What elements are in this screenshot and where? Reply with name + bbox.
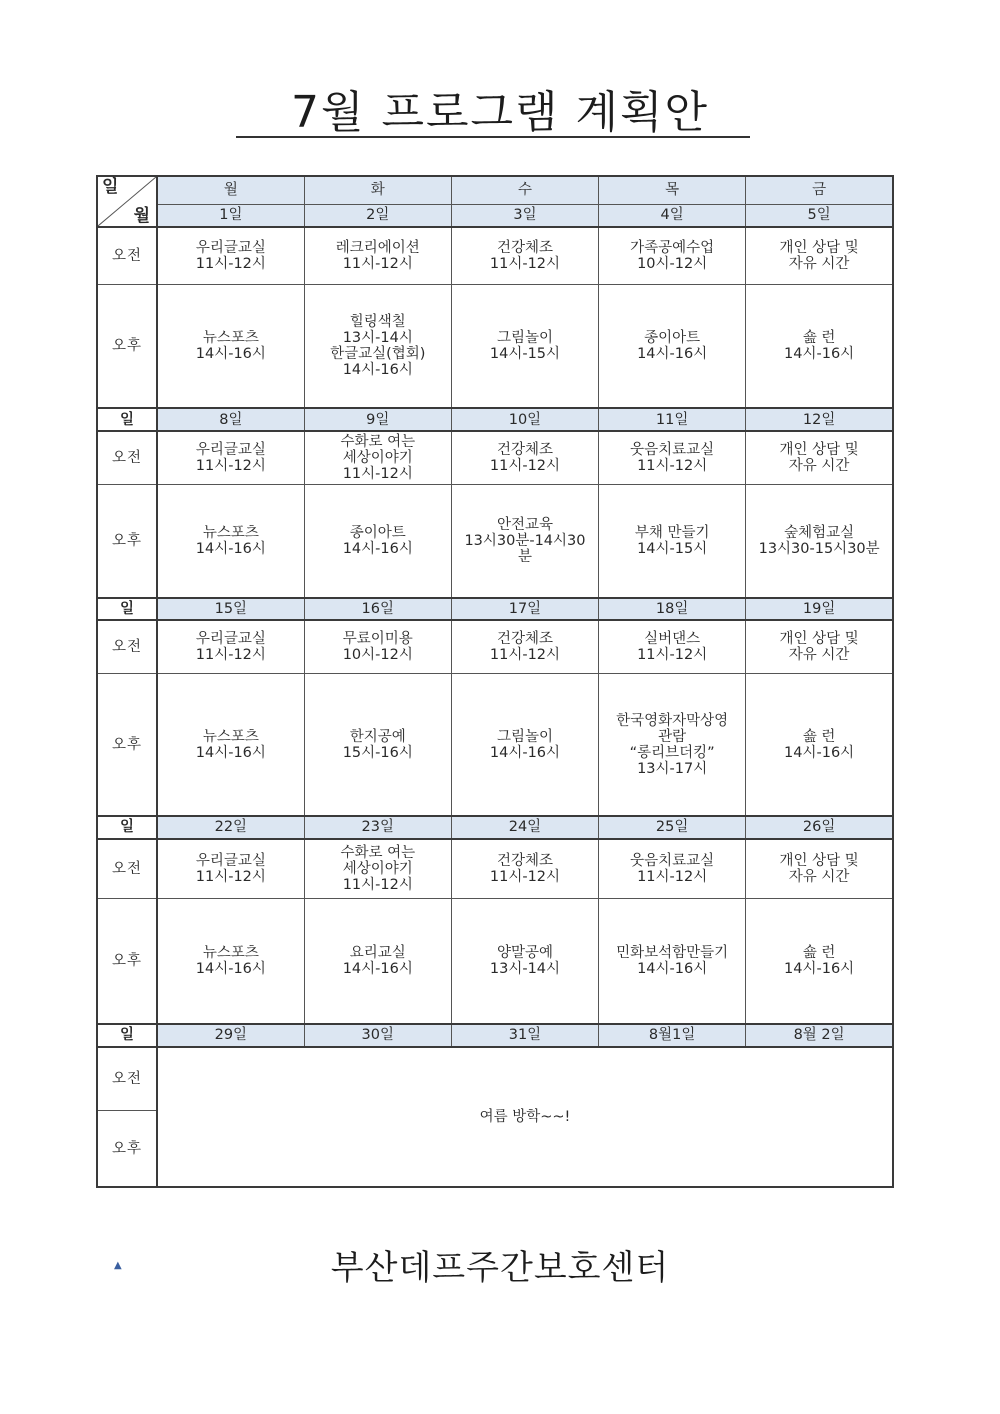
activity-text: 14시-16시 <box>342 540 413 557</box>
schedule-table <box>96 175 894 1188</box>
activity-text: 숊 런 <box>802 728 836 745</box>
activity-text: 14시-16시 <box>195 961 266 978</box>
activity-text: 가족공예수업 <box>630 240 715 257</box>
date-cell: 22일 <box>157 816 304 839</box>
activity-text: 그림놀이 <box>496 728 553 745</box>
activity-cell <box>599 674 746 816</box>
activity-cell <box>451 674 598 816</box>
am-label: 오전 <box>97 431 157 485</box>
activity-text: 11시-12시 <box>489 647 561 664</box>
pm-label: 오후 <box>97 899 157 1025</box>
activity-text: 14시-16시 <box>784 961 855 978</box>
activity-cell <box>746 839 893 899</box>
activity-text: 개인 상담 및 <box>779 852 859 869</box>
activity-text: 11시-12시 <box>489 457 561 474</box>
activity-text: 관람 <box>658 728 687 745</box>
date-cell: 1일 <box>157 204 304 227</box>
date-cell: 3일 <box>451 204 598 227</box>
activity-cell <box>599 285 746 409</box>
activity-cell <box>157 227 304 285</box>
activity-text: 숊 런 <box>802 945 836 962</box>
activity-cell <box>599 484 746 597</box>
activity-text: 한국영화자막상영 <box>616 712 729 729</box>
activity-text: 14시-16시 <box>784 346 855 363</box>
activity-text: 뉴스포츠 <box>202 728 259 745</box>
activity-text: 종이아트 <box>644 330 701 347</box>
activity-cell <box>304 899 451 1025</box>
activity-text: 뉴스포츠 <box>202 524 259 541</box>
date-cell: 16일 <box>304 598 451 621</box>
caret-mark: ▲ <box>114 1260 122 1271</box>
activity-text: 그림놀이 <box>496 330 553 347</box>
date-cell: 8월1일 <box>599 1024 746 1047</box>
activity-text: 한지공예 <box>349 728 406 745</box>
activity-text: 레크리에이션 <box>335 240 420 257</box>
activity-text: 14시-16시 <box>784 744 855 761</box>
activity-text: 우리글교실 <box>195 441 266 458</box>
week-label: 일 <box>97 598 157 621</box>
activity-cell <box>157 285 304 409</box>
footer-org-name: 부산데프주간보호센터 <box>330 1248 670 1288</box>
activity-text: 14시-15시 <box>489 346 561 363</box>
activity-text: 개인 상담 및 <box>779 441 859 458</box>
activity-text: 11시-12시 <box>637 868 708 885</box>
activity-text: 14시-16시 <box>195 744 266 761</box>
activity-cell <box>451 484 598 597</box>
activity-text: 부채 만들기 <box>634 524 710 541</box>
date-cell: 9일 <box>304 408 451 431</box>
activity-text: 14시-16시 <box>195 540 266 557</box>
activity-text: 14시-16시 <box>342 961 413 978</box>
activity-cell <box>746 674 893 816</box>
activity-text: 11시-12시 <box>489 256 561 273</box>
activity-text: 뉴스포츠 <box>202 945 259 962</box>
activity-cell <box>599 839 746 899</box>
date-cell: 29일 <box>157 1024 304 1047</box>
week-label: 일 <box>97 408 157 431</box>
activity-text: 14시-16시 <box>637 346 708 363</box>
activity-text: 한글교실(협회) <box>330 346 426 363</box>
date-cell: 8월 2일 <box>746 1024 893 1047</box>
activity-text: 힐링색칠 <box>349 314 406 331</box>
activity-cell <box>451 620 598 674</box>
activity-text: 13시-14시 <box>489 961 561 978</box>
activity-cell <box>304 285 451 409</box>
activity-text: 14시-16시 <box>195 346 266 363</box>
activity-text: 세상이야기 <box>342 449 413 466</box>
page-title: 7월 프로그램 계획안 <box>291 87 709 138</box>
date-cell: 8일 <box>157 408 304 431</box>
activity-cell <box>746 285 893 409</box>
activity-cell <box>157 431 304 485</box>
date-cell: 23일 <box>304 816 451 839</box>
date-cell: 10일 <box>451 408 598 431</box>
activity-cell <box>599 431 746 485</box>
activity-cell <box>746 227 893 285</box>
activity-text: 13시30분-14시30 <box>464 532 586 549</box>
date-cell: 19일 <box>746 598 893 621</box>
activity-cell <box>451 285 598 409</box>
activity-text: 안전교육 <box>496 516 553 533</box>
activity-text: 11시-12시 <box>342 256 413 273</box>
am-label: 오전 <box>97 620 157 674</box>
pm-label: 오후 <box>97 1111 157 1187</box>
activity-text: 14시-16시 <box>342 362 413 379</box>
date-cell: 2일 <box>304 204 451 227</box>
activity-text: 13시30-15시30분 <box>758 540 880 557</box>
activity-cell <box>746 484 893 597</box>
activity-text: 10시-12시 <box>342 647 413 664</box>
activity-text: 숊 런 <box>802 330 836 347</box>
activity-cell <box>304 839 451 899</box>
day-header-tue: 화 <box>304 176 451 204</box>
date-cell: 26일 <box>746 816 893 839</box>
day-header-mon: 월 <box>157 176 304 204</box>
activity-text: 11시-12시 <box>342 465 413 482</box>
activity-text: 양말공예 <box>496 945 553 962</box>
activity-text: 종이아트 <box>349 524 406 541</box>
activity-text: 자유 시간 <box>788 457 850 474</box>
activity-text: 요리교실 <box>349 945 406 962</box>
activity-text: 13시-17시 <box>637 760 708 777</box>
activity-cell <box>304 227 451 285</box>
activity-cell <box>304 674 451 816</box>
activity-text: 11시-12시 <box>195 868 266 885</box>
activity-text: 무료이미용 <box>342 631 413 648</box>
activity-text: 우리글교실 <box>195 631 266 648</box>
pm-label: 오후 <box>97 285 157 409</box>
activity-text: 웃음치료교실 <box>630 441 715 458</box>
activity-cell <box>746 620 893 674</box>
pm-label: 오후 <box>97 674 157 816</box>
activity-text: 11시-12시 <box>195 647 266 664</box>
activity-cell <box>451 839 598 899</box>
activity-text: 숲체험교실 <box>784 524 855 541</box>
activity-text: 자유 시간 <box>788 647 850 664</box>
corner-header <box>97 176 157 227</box>
activity-text: “롱리브더킹” <box>629 744 715 761</box>
corner-label-wol: 월 <box>133 205 150 226</box>
pm-label: 오후 <box>97 484 157 597</box>
week-label: 일 <box>97 816 157 839</box>
activity-text: 11시-12시 <box>637 647 708 664</box>
activity-text: 13시-14시 <box>342 330 413 347</box>
activity-cell <box>304 431 451 485</box>
activity-text: 우리글교실 <box>195 852 266 869</box>
activity-text: 건강체조 <box>496 441 553 458</box>
activity-text: 건강체조 <box>496 631 553 648</box>
day-header-wed: 수 <box>451 176 598 204</box>
date-cell: 12일 <box>746 408 893 431</box>
activity-text: 수화로 여는 <box>340 844 416 861</box>
activity-text: 우리글교실 <box>195 240 266 257</box>
day-header-thu: 목 <box>599 176 746 204</box>
activity-text: 분 <box>517 548 532 565</box>
corner-label-il: 일 <box>102 177 119 197</box>
activity-text: 14시-16시 <box>489 744 561 761</box>
summer-vacation-note: 여름 방학~~! <box>157 1047 893 1187</box>
activity-cell <box>451 431 598 485</box>
activity-text: 11시-12시 <box>342 876 413 893</box>
week-label: 일 <box>97 1024 157 1047</box>
activity-cell <box>157 620 304 674</box>
activity-text: 개인 상담 및 <box>779 240 859 257</box>
activity-text: 14시-15시 <box>637 540 708 557</box>
date-cell: 17일 <box>451 598 598 621</box>
date-cell: 18일 <box>599 598 746 621</box>
activity-cell <box>157 674 304 816</box>
date-cell: 31일 <box>451 1024 598 1047</box>
activity-cell <box>157 484 304 597</box>
date-cell: 11일 <box>599 408 746 431</box>
activity-text: 11시-12시 <box>489 868 561 885</box>
activity-text: 뉴스포츠 <box>202 330 259 347</box>
activity-text: 11시-12시 <box>195 457 266 474</box>
activity-cell <box>746 899 893 1025</box>
activity-cell <box>157 899 304 1025</box>
activity-text: 15시-16시 <box>342 744 413 761</box>
am-label: 오전 <box>97 839 157 899</box>
activity-cell <box>304 484 451 597</box>
am-label: 오전 <box>97 227 157 285</box>
activity-cell <box>157 839 304 899</box>
date-cell: 30일 <box>304 1024 451 1047</box>
activity-text: 개인 상담 및 <box>779 631 859 648</box>
activity-cell <box>599 899 746 1025</box>
activity-cell <box>599 620 746 674</box>
day-header-fri: 금 <box>746 176 893 204</box>
activity-cell <box>451 899 598 1025</box>
date-cell: 15일 <box>157 598 304 621</box>
activity-text: 14시-16시 <box>637 961 708 978</box>
am-label: 오전 <box>97 1047 157 1111</box>
activity-text: 건강체조 <box>496 852 553 869</box>
activity-text: 11시-12시 <box>637 457 708 474</box>
activity-text: 민화보석함만들기 <box>616 945 729 962</box>
activity-text: 웃음치료교실 <box>630 852 715 869</box>
activity-text: 자유 시간 <box>788 868 850 885</box>
activity-cell <box>746 431 893 485</box>
activity-text: 건강체조 <box>496 240 553 257</box>
activity-text: 실버댄스 <box>644 631 701 648</box>
date-cell: 24일 <box>451 816 598 839</box>
date-cell: 25일 <box>599 816 746 839</box>
activity-text: 세상이야기 <box>342 860 413 877</box>
activity-text: 자유 시간 <box>788 256 850 273</box>
activity-text: 수화로 여는 <box>340 433 416 450</box>
activity-cell <box>599 227 746 285</box>
title-underline <box>236 136 750 138</box>
activity-text: 11시-12시 <box>195 256 266 273</box>
date-cell: 4일 <box>599 204 746 227</box>
activity-text: 10시-12시 <box>637 256 708 273</box>
activity-cell <box>451 227 598 285</box>
activity-cell <box>304 620 451 674</box>
date-cell: 5일 <box>746 204 893 227</box>
